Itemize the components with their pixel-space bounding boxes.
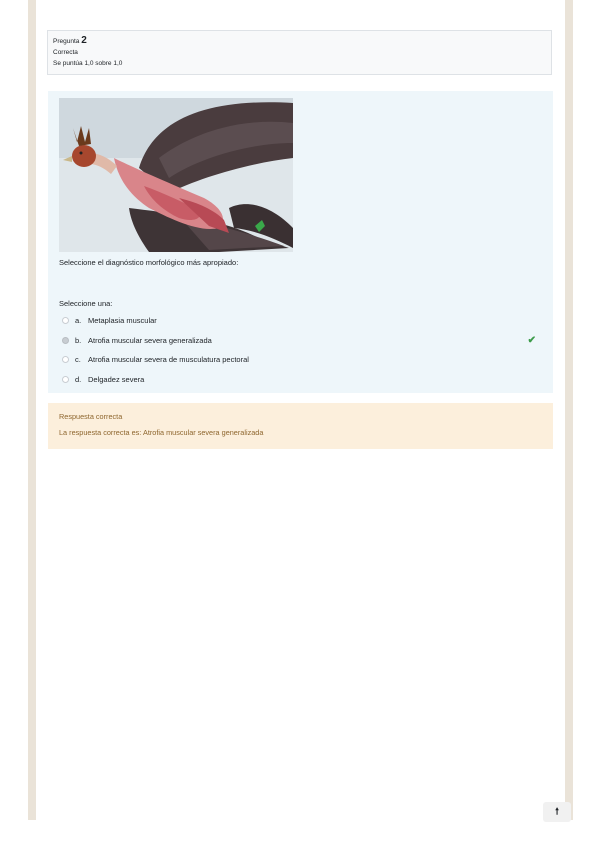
correct-answer-text: La respuesta correcta es: Atrofia muscular severa generalizada: [59, 428, 264, 437]
arrow-up-icon: 🠕: [555, 806, 559, 816]
radio-button[interactable]: [62, 317, 69, 324]
question-formulation: [48, 91, 553, 393]
back-to-top-button[interactable]: [543, 802, 571, 822]
question-number-line: [53, 35, 546, 47]
answer-option-c[interactable]: [60, 350, 540, 370]
question-state: Correcta: [53, 49, 78, 56]
answer-option-a[interactable]: [60, 311, 540, 331]
option-letter: a.: [75, 316, 82, 326]
option-text: Atrofia muscular severa de musculatura pectoral: [88, 355, 249, 365]
option-text: Delgadez severa: [88, 374, 145, 384]
option-text: Atrofia muscular severa generalizada: [88, 335, 212, 345]
radio-button[interactable]: [62, 376, 69, 383]
radio-button[interactable]: [62, 356, 69, 363]
radio-button[interactable]: [62, 337, 69, 344]
option-letter: b.: [75, 335, 82, 345]
left-page-border: [28, 0, 36, 820]
feedback-box: [48, 403, 553, 449]
check-icon: ✔: [527, 334, 536, 346]
right-page-border: [565, 0, 573, 820]
answer-option-d[interactable]: [60, 370, 540, 390]
option-text: Metaplasia muscular: [88, 316, 157, 326]
question-prompt: Seleccione el diagnóstico morfológico más apropiado:: [59, 258, 239, 267]
answer-options: [60, 311, 540, 389]
question-label: Pregunta: [53, 38, 80, 45]
question-info-box: [47, 30, 552, 75]
answer-option-b[interactable]: [60, 331, 540, 351]
answer-select-label: Seleccione una:: [59, 299, 113, 308]
question-grade: Se puntúa 1,0 sobre 1,0: [53, 60, 123, 67]
feedback-status: Respuesta correcta: [59, 412, 123, 421]
question-number: 2: [81, 35, 87, 46]
option-letter: c.: [75, 355, 81, 365]
bird-specimen-image: [59, 98, 293, 252]
option-letter: d.: [75, 374, 82, 384]
